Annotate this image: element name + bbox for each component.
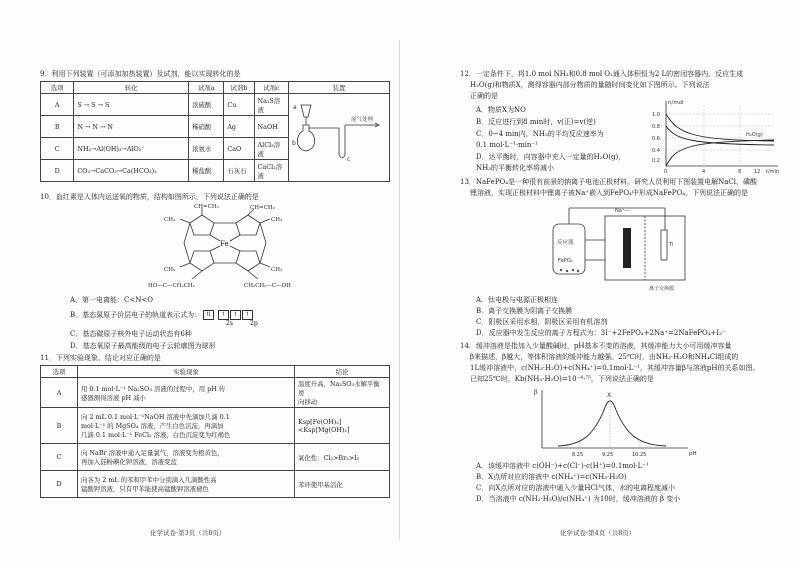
fepo4-label: FePO₄ [558, 258, 573, 264]
q14-stem-line: β来描述，β越大，等体积溶液的缓冲能力越强。25℃时，由NH₃·H₂O和NH₄Cl组成的 [470, 353, 739, 361]
y-tick: 0.6 [652, 136, 660, 142]
q10-option-b-text: B．基态氮原子价层电子的轨道表示式为： [70, 311, 202, 319]
right-page [400, 0, 800, 566]
methyl-group: CH₃ [164, 267, 176, 273]
cell-line: 氧化性：Cl₂>Br₂>I₂ [298, 453, 360, 462]
reagent-b-cell: CaO [224, 138, 254, 160]
y-axis-label: β [534, 389, 538, 396]
orbital-2p-label: 2p [250, 320, 258, 327]
option-cell: C [41, 138, 74, 160]
reagent-b-cell: Cu [224, 94, 254, 116]
reagent-c-cell: AlCl₃溶液 [254, 138, 288, 160]
phenomenon-cell [78, 471, 295, 498]
q9-stem: 9．利用下列装置（可添加加热装置）及试剂，能以实现转化的是 [40, 70, 241, 78]
q10-option-b [70, 310, 254, 320]
heme-structure [140, 203, 310, 291]
table-header-row [41, 82, 390, 94]
table-row [41, 408, 390, 444]
phenomenon-cell [78, 408, 295, 444]
q12-stem-line: 正确的是 [470, 92, 498, 100]
conversion-cell: S → S → S [74, 94, 189, 116]
tail-gas-label: 尾气处理 [351, 116, 374, 123]
conversion-cell: N → N → N [74, 116, 189, 138]
q13-option-a: A．钛电极与电源正极相连 [476, 296, 559, 304]
q12-graph [648, 96, 788, 174]
methyl-group: CH₃ [164, 217, 176, 223]
cell-line: 几滴 0.1 mol·L⁻¹ FeCl₃ 溶液，白色沉淀变为红褐色 [81, 431, 231, 439]
cell-line: mol·L⁻¹ 的 MgSO₄ 溶液，产生白色沉淀，再滴加 [81, 422, 224, 430]
table-row [41, 378, 390, 408]
conclusion-cell [295, 471, 390, 498]
q13-stem-line: 13．NaFePO₄是一种很有前景的钠离子电池正极材料。研究人员利用下图装置电解NaCl、磷酸 [460, 178, 757, 186]
x-tick: 12 [754, 169, 761, 174]
table-header: 选项 [41, 366, 78, 378]
option-cell: B [41, 408, 78, 444]
q12-option-d: D．达平衡时，向容器中充入一定量的H₂O(g)， [476, 153, 626, 161]
q12-option-b: B．反应进行到8 min时，v(正)=v(逆) [476, 118, 596, 126]
reagent-a-cell: 浓硫酸 [189, 94, 224, 116]
option-cell: A [41, 378, 78, 408]
reagent-a-cell: 稀硝酸 [189, 116, 224, 138]
q12-option-a: A．物质X为NO [476, 106, 526, 114]
reagent-b-cell: 石灰石 [224, 160, 254, 182]
option-cell: A [41, 94, 74, 116]
beta-curve [558, 401, 666, 446]
q14-stem-line: 已知25℃时，Kb(NH₃·H₂O)=10⁻⁴·⁷⁵，下列说法正确的是 [470, 375, 654, 383]
table-header: 选项 [41, 82, 74, 94]
q12-option-d-cont: NH₃的平衡转化率将减小 [476, 164, 555, 172]
q10-stem: 10．血红素是人体内运送氧的物质，结构如图所示，下列说法正确的是 [40, 193, 259, 201]
q14-option-c: C．向X点所对应的溶液中通入少量HCl气体，水的电离程度减小 [476, 484, 676, 492]
propionic-acid-group: HO—C—CH₂CH₂ [148, 283, 195, 289]
membrane-label: 离子交换膜 [649, 286, 675, 292]
table-header: 实验现象 [78, 366, 295, 378]
vinyl-group: CH=CH₂ [194, 204, 219, 210]
x-axis-label: pH [689, 451, 697, 457]
cell-line: 再加入淀粉碘化钾溶液，溶液变蓝 [81, 458, 177, 466]
cell-line: 向移动 [298, 398, 318, 406]
conversion-cell: NH₃→Al(OH)₃→AlO₂⁻ [74, 138, 189, 160]
orbital-box: ↑ [230, 310, 241, 320]
table-header-row [41, 366, 390, 378]
q10-option-d: D．基态氧原子最高能级的电子云轮廓图为球形 [70, 342, 216, 350]
label-c: c [347, 155, 351, 163]
option-cell: D [41, 160, 74, 182]
q14-option-d: D．当溶液中 c(NH₃·H₂O)/c(NH₄⁺) 为10时，缓冲溶液的 β 变小 [476, 495, 681, 503]
q14-stem-line: 1L缓冲溶液中，c(NH₃·H₂O)+c(NH₄⁺)=0.1mol·L⁻¹，其缓冲容量β与溶液pH的关系如图。 [470, 364, 760, 372]
conclusion-cell [295, 444, 390, 471]
q12-option-c: C．0~4 min内，NH₃的平均反应速率为 [476, 130, 604, 138]
conversion-cell: CO₂→CaCO₃→Ca(HCO₃)₂ [74, 160, 189, 182]
ti-electrode [661, 230, 667, 260]
ti-label: Ti [669, 242, 674, 248]
conclusion-cell [295, 408, 390, 444]
q14-option-b: B．X点所对应的溶液中 c(NH₄⁺)=c(NH₃·H₂O) [476, 473, 627, 481]
methyl-group: CH₃ [271, 217, 283, 223]
q12-stem-line: H₂O(g)和物质X，测得容器内部分物质的量随时间变化如下图所示。下列说法 [470, 81, 710, 89]
apparatus-diagram [289, 95, 389, 179]
reagent-a-cell: 浓氨水 [189, 138, 224, 160]
q13-option-c: C．阳极区采用水相，阴极区采用有机溶剂 [476, 318, 608, 326]
table-row [41, 444, 390, 471]
q9-table [40, 81, 390, 182]
q12-stem-line: 12．一定条件下，将1.0 mol NH₃和0.8 mol O₂通入体积恒为2 L的密闭容器内，反应生成 [460, 70, 744, 78]
table-header: 装置 [289, 82, 390, 94]
cell-line: 感器测得溶液 pH 减小 [81, 393, 146, 402]
cell-line: 温度升高，Na₂SO₃水解平衡逆 [298, 380, 380, 397]
q10-option-c: C．基态碳原子核外电子运动状态有6种 [70, 330, 192, 338]
y-tick: 1.0 [652, 112, 660, 118]
x-tick: 4 [702, 169, 706, 174]
orbital-2s-label: 2s [226, 320, 234, 327]
table-row [41, 471, 390, 498]
table-header: 结论 [295, 366, 390, 378]
y-tick: 0.4 [652, 148, 660, 154]
table-header: 试剂b [224, 82, 254, 94]
phenomenon-cell [78, 444, 295, 471]
vinyl-group: CH=CH₂ [250, 205, 275, 211]
x-tick: 0 [664, 169, 668, 174]
h2o-curve [666, 140, 774, 166]
cell-line: 向 NaBr 溶液中通入足量氯气，溶液变为橙黄色， [81, 449, 224, 457]
phenomenon-cell [78, 378, 295, 408]
propionic-acid-group: CH₂CH₂—C—OH [244, 283, 291, 289]
x-tick: 9.25 [602, 452, 614, 458]
table-header: 转化 [74, 82, 189, 94]
q13-stem-line: 锂溶液，实现正极材料中锂离子被Na⁺嵌入到FePO₄中形成NaFePO₄，下列说法正确的是 [470, 189, 749, 197]
label-a: a [293, 103, 297, 111]
cell-line: Ksp[Fe(OH)₃]<Ksp[Mg(OH)₂] [298, 417, 350, 434]
option-cell: D [41, 471, 78, 498]
y-tick: 0.2 [652, 158, 660, 164]
table-row [41, 94, 390, 116]
q10-option-a: A．第一电离能：C<N<O [70, 296, 154, 304]
q11-stem: 11．下列实验现象、结论对应正确的是 [40, 354, 161, 362]
orbital-box: ⇅ [203, 310, 214, 320]
q12-option-c-cont: 0.1 mol·L⁻¹·min⁻¹ [476, 141, 538, 149]
x-tick: 10.25 [632, 452, 647, 458]
electrode-block [623, 228, 631, 268]
reagent-c-cell: NaOH [254, 116, 288, 138]
y-tick: 0.8 [652, 124, 660, 130]
cell-line: 苯环使甲基活化 [298, 480, 343, 489]
page-footer: 化学试卷·第4页（共8页） [560, 529, 636, 537]
reagent-c-cell: CaCl₂溶液 [254, 160, 288, 182]
cell-line: 用 0.1 mol·L⁻¹ Na₂SO₃ 溶液的过程中，用 pH 传 [81, 384, 226, 393]
table-header: 试剂a [189, 82, 224, 94]
methyl-group: CH₃ [271, 267, 283, 273]
reagent-c-cell: Na₂S溶液 [254, 94, 288, 116]
page-footer: 化学试卷·第3页（共8页） [150, 529, 226, 537]
cell-line: 向各为 2 mL 的苯和甲苯中分别滴入几滴酸性高 [81, 476, 217, 484]
x-axis-label: t/min [766, 169, 780, 174]
orbital-box: ↑ [242, 310, 253, 320]
q14-graph [528, 386, 698, 458]
cell-line: 锰酸钾溶液，只有甲苯能使高锰酸钾溶液褪色 [81, 485, 209, 493]
table-header: 试剂c [254, 82, 288, 94]
option-cell: C [41, 444, 78, 471]
conclusion-cell [295, 378, 390, 408]
q13-option-d: D．反应器中发生反应的离子方程式为：3I⁻+2FePO₄+2Na⁺=2NaFePO₄+I₃⁻ [476, 329, 726, 337]
x-tick: 8 [738, 169, 742, 174]
option-cell: B [41, 116, 74, 138]
q11-table [40, 365, 390, 498]
apparatus-cell [289, 94, 390, 182]
label-b: b [292, 139, 296, 147]
na-flow-label: Na⁺— [615, 208, 630, 214]
x-tick: 8.25 [572, 452, 584, 458]
q13-electrolysis-diagram [545, 200, 705, 292]
series-label: H₂O(g) [746, 132, 763, 138]
q13-option-b: B．离子交换膜为阴离子交换膜 [476, 307, 573, 315]
reagent-a-cell: 稀盐酸 [189, 160, 224, 182]
orbital-box: ↑ [218, 310, 229, 320]
q14-stem-line: 14．缓冲溶液是指加入少量酸碱时，pH基本不变的溶液，其缓冲能力大小可用缓冲容量 [460, 342, 732, 350]
cell-line: 向 2 mL 0.1 mol·L⁻¹NaOH 溶液中先滴加几滴 0.1 [81, 413, 230, 421]
reactor-label: 反应器 [557, 240, 574, 246]
q14-option-a: A．该缓冲溶液中 c(OH⁻)+c(Cl⁻)-c(H⁺)=0.1mol·L⁻¹ [476, 462, 649, 470]
peak-x-label: X [607, 392, 612, 399]
fe-atom: Fe [220, 240, 229, 248]
y-axis-label: n/mol [668, 100, 684, 106]
reagent-b-cell: Ag [224, 116, 254, 138]
